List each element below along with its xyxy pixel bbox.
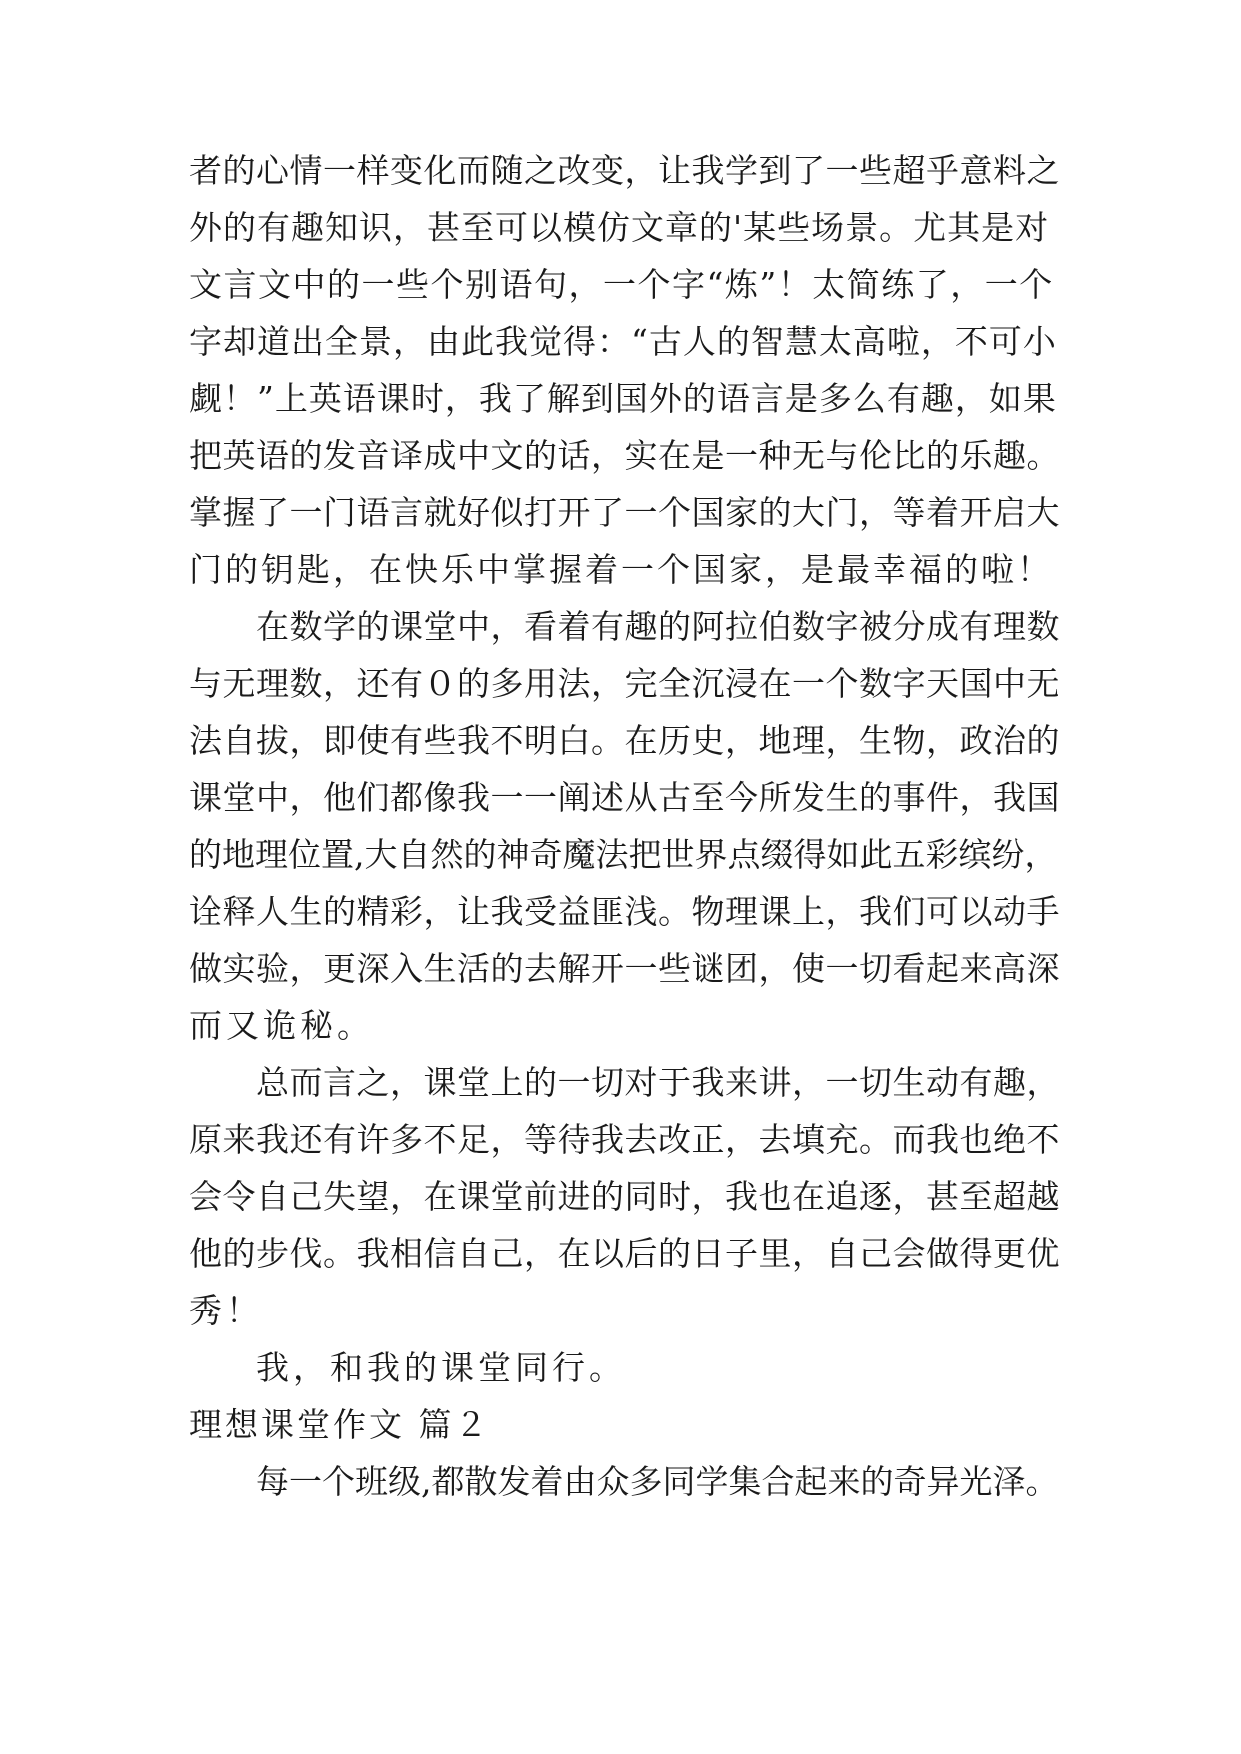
text-line: 外的有趣知识，甚至可以模仿文章的'某些场景。尤其是对	[189, 208, 1050, 247]
text-line: 的地理位置,大自然的神奇魔法把世界点缀得如此五彩缤纷，	[189, 835, 1058, 874]
text-line: 掌握了一门语言就好似打开了一个国家的大门，等着开启大	[189, 493, 1060, 532]
text-line: 诠释人生的精彩，让我受益匪浅。物理课上，我们可以动手	[189, 892, 1060, 931]
text-line: 做实验，更深入生活的去解开一些谜团，使一切看起来高深	[189, 949, 1060, 988]
text-line: 觑！”上英语课时，我了解到国外的语言是多么有趣，如果	[189, 379, 1057, 418]
text-line: 原来我还有许多不足，等待我去改正，去填充。而我也绝不	[189, 1120, 1060, 1159]
paragraph-start-line: 我，和我的课堂同行。	[256, 1348, 626, 1387]
paragraph-start-line: 每一个班级,都散发着由众多同学集合起来的奇异光泽。	[256, 1462, 1059, 1501]
text-line: 而又诡秘。	[189, 1006, 374, 1045]
text-line: 门的钥匙，在快乐中掌握着一个国家，是最幸福的啦！	[189, 550, 1053, 589]
text-line: 字却道出全景，由此我觉得：“古人的智慧太高啦，不可小	[189, 322, 1057, 361]
text-line: 他的步伐。我相信自己，在以后的日子里，自己会做得更优	[189, 1234, 1060, 1273]
paragraph-start-line: 总而言之，课堂上的一切对于我来讲，一切生动有趣，	[256, 1063, 1060, 1102]
text-line: 文言文中的一些个别语句，一个字“炼”！太简练了，一个	[189, 265, 1054, 304]
text-line: 法自拔，即使有些我不明白。在历史，地理，生物，政治的	[189, 721, 1060, 760]
section-heading: 理想课堂作文 篇２	[189, 1405, 491, 1444]
paragraph-start-line: 在数学的课堂中，看着有趣的阿拉伯数字被分成有理数	[256, 607, 1060, 646]
text-line: 会令自己失望，在课堂前进的同时，我也在追逐，甚至超越	[189, 1177, 1060, 1216]
text-line: 把英语的发音译成中文的话，实在是一种无与伦比的乐趣。	[189, 436, 1060, 475]
text-line: 秀！	[189, 1291, 263, 1330]
text-line: 与无理数，还有０的多用法，完全沉浸在一个数字天国中无	[189, 664, 1060, 703]
text-line: 者的心情一样变化而随之改变，让我学到了一些超乎意料之	[189, 151, 1060, 190]
text-line: 课堂中，他们都像我一一阐述从古至今所发生的事件，我国	[189, 778, 1060, 817]
